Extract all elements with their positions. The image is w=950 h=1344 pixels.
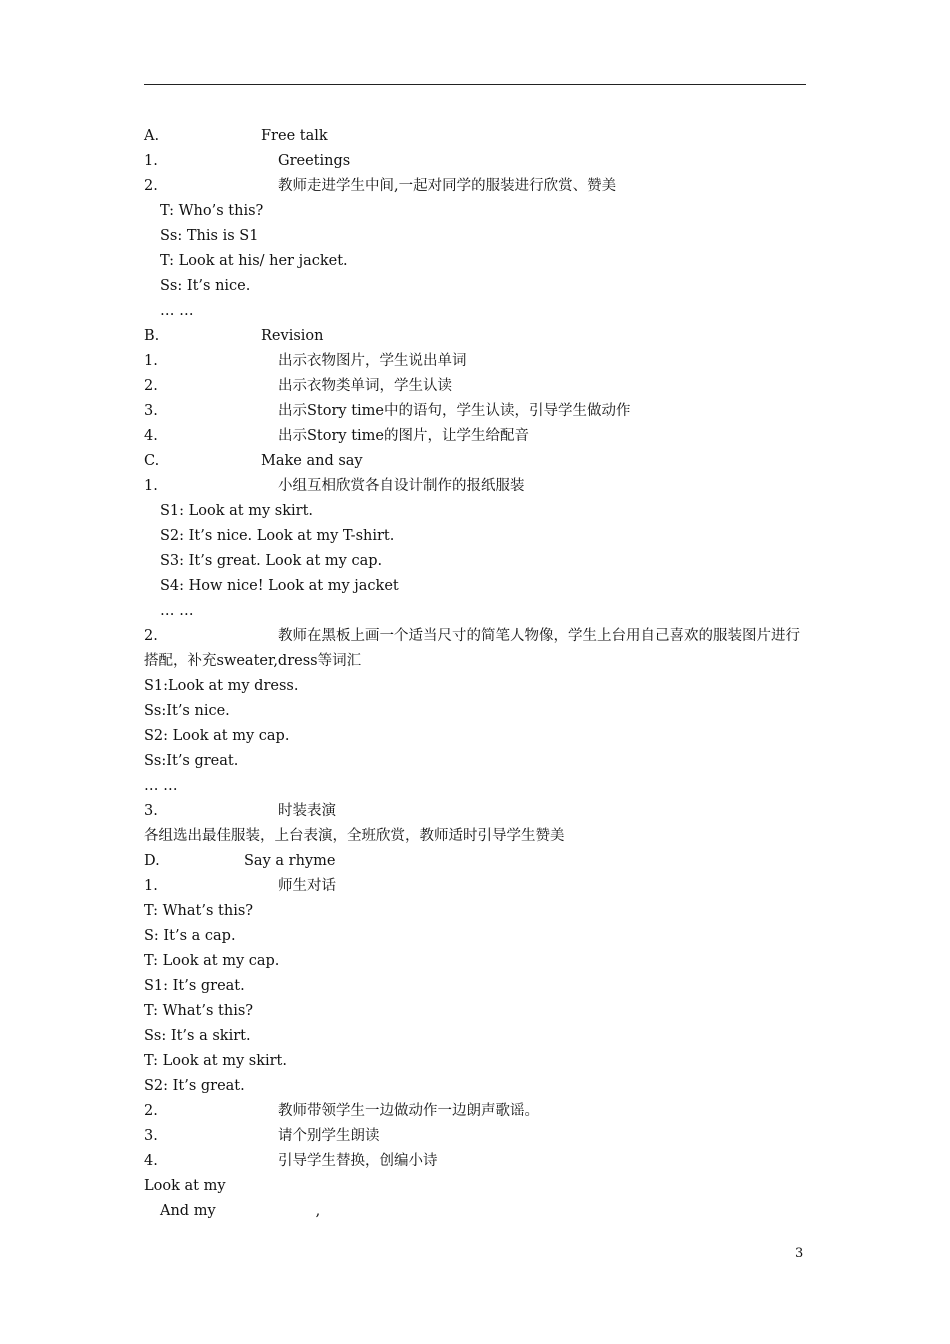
page-number: 3	[795, 1246, 804, 1261]
list-item: 3. 出示Story time中的语句，学生认读，引导学生做动作	[144, 403, 631, 419]
list-item: 1. 师生对话	[144, 878, 336, 894]
dialog-line: S1: It’s great.	[144, 978, 245, 994]
list-item: 2. 教师带领学生一边做动作一边朗声歌谣。	[144, 1103, 539, 1119]
list-item: 1. 小组互相欣赏各自设计制作的报纸服装	[144, 478, 525, 494]
dialog-line: T: Look at his/ her jacket.	[160, 253, 348, 269]
dialog-line: Ss:It’s great.	[144, 753, 239, 769]
section-a-title: Free talk	[261, 128, 328, 144]
dialog-line: S2: Look at my cap.	[144, 728, 290, 744]
dialog-line: S2: It’s nice. Look at my T-shirt.	[160, 528, 395, 544]
dialog-line: Ss: This is S1	[160, 228, 259, 244]
paragraph: 各组选出最佳服装，上台表演，全班欣赏，教师适时引导学生赞美	[144, 828, 565, 844]
dialog-line: T: Who’s this?	[160, 203, 264, 219]
dialog-line: S4: How nice! Look at my jacket	[160, 578, 399, 594]
section-c-title: Make and say	[261, 453, 363, 469]
dialog-line: S1:Look at my dress.	[144, 678, 299, 694]
list-item: 1. Greetings	[144, 153, 351, 169]
section-c-heading: C. Make and say	[144, 453, 363, 469]
section-a-heading: A. Free talk	[144, 128, 328, 144]
dialog-line: S2: It’s great.	[144, 1078, 245, 1094]
dialog-line: T: What’s this?	[144, 1003, 254, 1019]
dialog-line: S3: It’s great. Look at my cap.	[160, 553, 383, 569]
poem-line: And my ,	[160, 1203, 321, 1219]
document-body	[144, 124, 806, 1224]
list-item: 4. 出示Story time的图片，让学生给配音	[144, 428, 530, 444]
section-d-heading: D. Say a rhyme	[144, 853, 336, 869]
ellipsis: … …	[160, 303, 194, 319]
list-item: 3. 时装表演	[144, 803, 336, 819]
list-item: 2. 出示衣物类单词，学生认读	[144, 378, 452, 394]
poem-line: Look at my	[144, 1178, 226, 1194]
list-item: 2. 教师走进学生中间,一起对同学的服装进行欣赏、赞美	[144, 178, 617, 194]
list-item: 3. 请个别学生朗读	[144, 1128, 380, 1144]
list-item: 1. 出示衣物图片，学生说出单词	[144, 353, 467, 369]
section-b-title: Revision	[261, 328, 324, 344]
dialog-line: T: Look at my cap.	[144, 953, 280, 969]
ellipsis: … …	[144, 778, 178, 794]
list-item-wrapped: 2. 教师在黑板上画一个适当尺寸的简笔人物像，学生上台用自己喜欢的服装图片进行搭配，补充sweater,dress等词汇	[144, 628, 800, 669]
section-b-heading: B. Revision	[144, 328, 324, 344]
dialog-line: Ss: It’s a skirt.	[144, 1028, 251, 1044]
dialog-line: S1: Look at my skirt.	[160, 503, 314, 519]
dialog-line: S: It’s a cap.	[144, 928, 236, 944]
dialog-line: Ss: It’s nice.	[160, 278, 251, 294]
section-d-title: Say a rhyme	[244, 853, 336, 869]
dialog-line: Ss:It’s nice.	[144, 703, 230, 719]
ellipsis: … …	[160, 603, 194, 619]
list-item: 4. 引导学生替换，创编小诗	[144, 1153, 438, 1169]
header-rule	[144, 84, 806, 85]
dialog-line: T: Look at my skirt.	[144, 1053, 287, 1069]
dialog-line: T: What’s this?	[144, 903, 254, 919]
